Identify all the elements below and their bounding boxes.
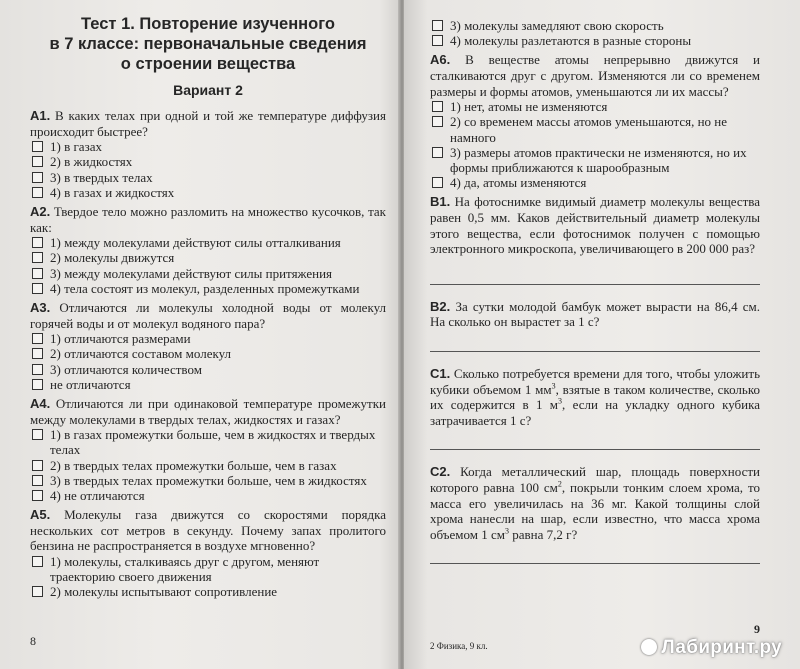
question-id: B1. — [430, 194, 451, 210]
question-text: Твердое тело можно разломить на множество кусочков, так как: — [30, 204, 387, 235]
checkbox[interactable] — [32, 475, 43, 486]
answer-option[interactable]: 4) тела состоят из молекул, разделенных промежутками — [30, 281, 386, 296]
answer-option[interactable]: 3) размеры атомов практически не изменяются, но их формы приближаются к шарообразным — [430, 145, 760, 175]
answer-option[interactable]: 2) молекулы движутся — [30, 250, 386, 265]
checkbox[interactable] — [32, 379, 43, 390]
answer-option[interactable]: 2) в жидкостях — [30, 154, 386, 169]
page-number: 8 — [30, 634, 36, 648]
question-text: В каких телах при одной и той же температуре диффузия происходит быстрее? — [30, 108, 386, 139]
question-text: На фотоснимке видимый диаметр молекулы вещества равен 0,5 мм. Каков действительный диаметр молекулы этого вещества, если фотоснимок получен с помощью электронного микроскопа, увеличивающего в 200 000 раз? — [430, 194, 761, 257]
answer-option[interactable]: 1) в газах — [30, 139, 386, 154]
checkbox[interactable] — [432, 147, 443, 158]
answer-option[interactable]: 1) отличаются размерами — [30, 331, 386, 346]
answer-option[interactable]: 1) молекулы, сталкиваясь друг с другом, меняют траекторию своего движения — [30, 554, 386, 584]
answer-option[interactable]: 1) нет, атомы не изменяются — [430, 99, 760, 114]
question-a1 — [30, 108, 386, 139]
answer-option[interactable]: 3) отличаются количеством — [30, 362, 386, 377]
checkbox[interactable] — [432, 116, 443, 127]
checkbox[interactable] — [432, 20, 443, 31]
watermark: Лабиринт.ру — [641, 637, 782, 659]
answer-line[interactable] — [430, 448, 760, 450]
checkbox[interactable] — [32, 237, 43, 248]
answer-option[interactable]: 2) молекулы испытывают сопротивление — [30, 584, 386, 599]
title-line: Тест 1. Повторение изученного — [81, 15, 335, 33]
question-text: Отличаются ли молекулы холодной воды от молекул горячей воды и от молекул водяного пара? — [30, 300, 386, 331]
question-id: A2. — [30, 204, 51, 219]
checkbox[interactable] — [32, 187, 43, 198]
question-text: Когда металлический шар, площадь поверхности которого равна 100 см — [430, 464, 760, 495]
question-id: C1. — [430, 365, 451, 381]
checkbox[interactable] — [32, 252, 43, 263]
checkbox[interactable] — [32, 172, 43, 183]
test-title — [30, 14, 386, 100]
checkbox[interactable] — [32, 333, 43, 344]
page-number: 9 — [754, 622, 760, 636]
labirint-logo-icon — [641, 639, 657, 655]
answer-line[interactable] — [430, 350, 760, 352]
footer-signature: 2 Физика, 9 кл. — [430, 641, 488, 651]
question-a3 — [30, 300, 386, 331]
answer-option[interactable]: 4) не отличаются — [30, 488, 386, 503]
checkbox[interactable] — [32, 268, 43, 279]
question-a6 — [430, 52, 760, 99]
question-id: A6. — [430, 52, 451, 68]
question-c1: C1. Сколько потребуется времени для того, чтобы уложить кубики объемом 1 $мм^3$, взятые в таком количестве, сколько их содержится в 1 $м^3$, если на укладку одного кубика затрачивается 1 с? — [430, 365, 760, 428]
checkbox[interactable] — [32, 348, 43, 359]
answer-line[interactable] — [430, 562, 760, 564]
question-a5 — [30, 507, 386, 554]
answer-line[interactable] — [430, 283, 760, 285]
answer-option[interactable]: 2) со временем массы атомов уменьшаются, но не намного — [430, 114, 760, 144]
answer-option[interactable]: 3) в твердых телах промежутки больше, чем в жидкостях — [30, 473, 386, 488]
answer-option[interactable]: 4) в газах и жидкостях — [30, 185, 386, 200]
question-text: Сколько потребуется времени для того, чтобы уложить кубики объемом 1 мм — [430, 365, 760, 397]
answer-option[interactable]: 1) между молекулами действуют силы отталкивания — [30, 235, 386, 250]
answer-option[interactable]: 2) отличаются составом молекул — [30, 346, 386, 361]
answer-option[interactable]: 4) молекулы разлетаются в разные стороны — [430, 33, 760, 48]
question-text: За сутки молодой бамбук может вырасти на 86,4 см. На сколько он вырастет за 1 с? — [430, 298, 761, 330]
answer-option[interactable]: 3) молекулы замедляют свою скорость — [430, 18, 760, 33]
checkbox[interactable] — [32, 156, 43, 167]
checkbox[interactable] — [432, 35, 443, 46]
question-id: C2. — [430, 464, 451, 480]
answer-option[interactable]: не отличаются — [30, 377, 386, 392]
checkbox[interactable] — [32, 141, 43, 152]
answer-option[interactable]: 1) в газах промежутки больше, чем в жидкостях и твердых телах — [30, 427, 386, 457]
right-page — [404, 0, 800, 669]
question-text: В веществе атомы непрерывно движутся и сталкиваются друг с другом. Изменяются ли со временем размеры и формы атомов, уменьшаются ли их массы? — [430, 52, 761, 99]
question-text: Молекулы газа движутся со скоростями порядка нескольких сот метров в секунду. Почему запах пролитого бензина не распространяется в воздухе мгновенно? — [30, 507, 387, 554]
title-line: в 7 классе: первоначальные сведения — [49, 35, 367, 53]
question-id: A4. — [30, 396, 51, 411]
checkbox[interactable] — [432, 101, 443, 112]
question-b2 — [430, 299, 760, 330]
answer-option[interactable]: 3) в твердых телах — [30, 170, 386, 185]
variant-label: Вариант 2 — [173, 82, 243, 98]
checkbox[interactable] — [32, 586, 43, 597]
answer-option[interactable]: 4) да, атомы изменяются — [430, 175, 760, 190]
question-text: Отличаются ли при одинаковой температуре промежутки между молекулами в твердых телах, жидкостях и газах? — [30, 396, 386, 427]
checkbox[interactable] — [32, 490, 43, 501]
checkbox[interactable] — [32, 556, 43, 567]
title-line: о строении вещества — [120, 55, 296, 73]
question-id: B2. — [430, 298, 451, 314]
question-a4 — [30, 396, 386, 427]
checkbox[interactable] — [32, 364, 43, 375]
question-b1 — [430, 194, 760, 256]
question-c2: C2. Когда металлический шар, площадь поверхности которого равна 100 $см^2$, покрыли тонким слоем хрома, то масса его увеличилась на 36 мг. Какой толщины слой хрома нанесли на шар, если известно, что масса хрома объемом 1 $см^3$ равна 7,2 г? — [430, 464, 760, 542]
answer-option[interactable]: 2) в твердых телах промежутки больше, чем в газах — [30, 458, 386, 473]
question-id: A1. — [30, 108, 51, 123]
question-id: A3. — [30, 300, 51, 315]
question-id: A5. — [30, 507, 51, 523]
checkbox[interactable] — [32, 460, 43, 471]
checkbox[interactable] — [432, 177, 443, 188]
answer-option[interactable]: 3) между молекулами действуют силы притяжения — [30, 266, 386, 281]
checkbox[interactable] — [32, 283, 43, 294]
question-a2 — [30, 204, 386, 235]
checkbox[interactable] — [32, 429, 43, 440]
